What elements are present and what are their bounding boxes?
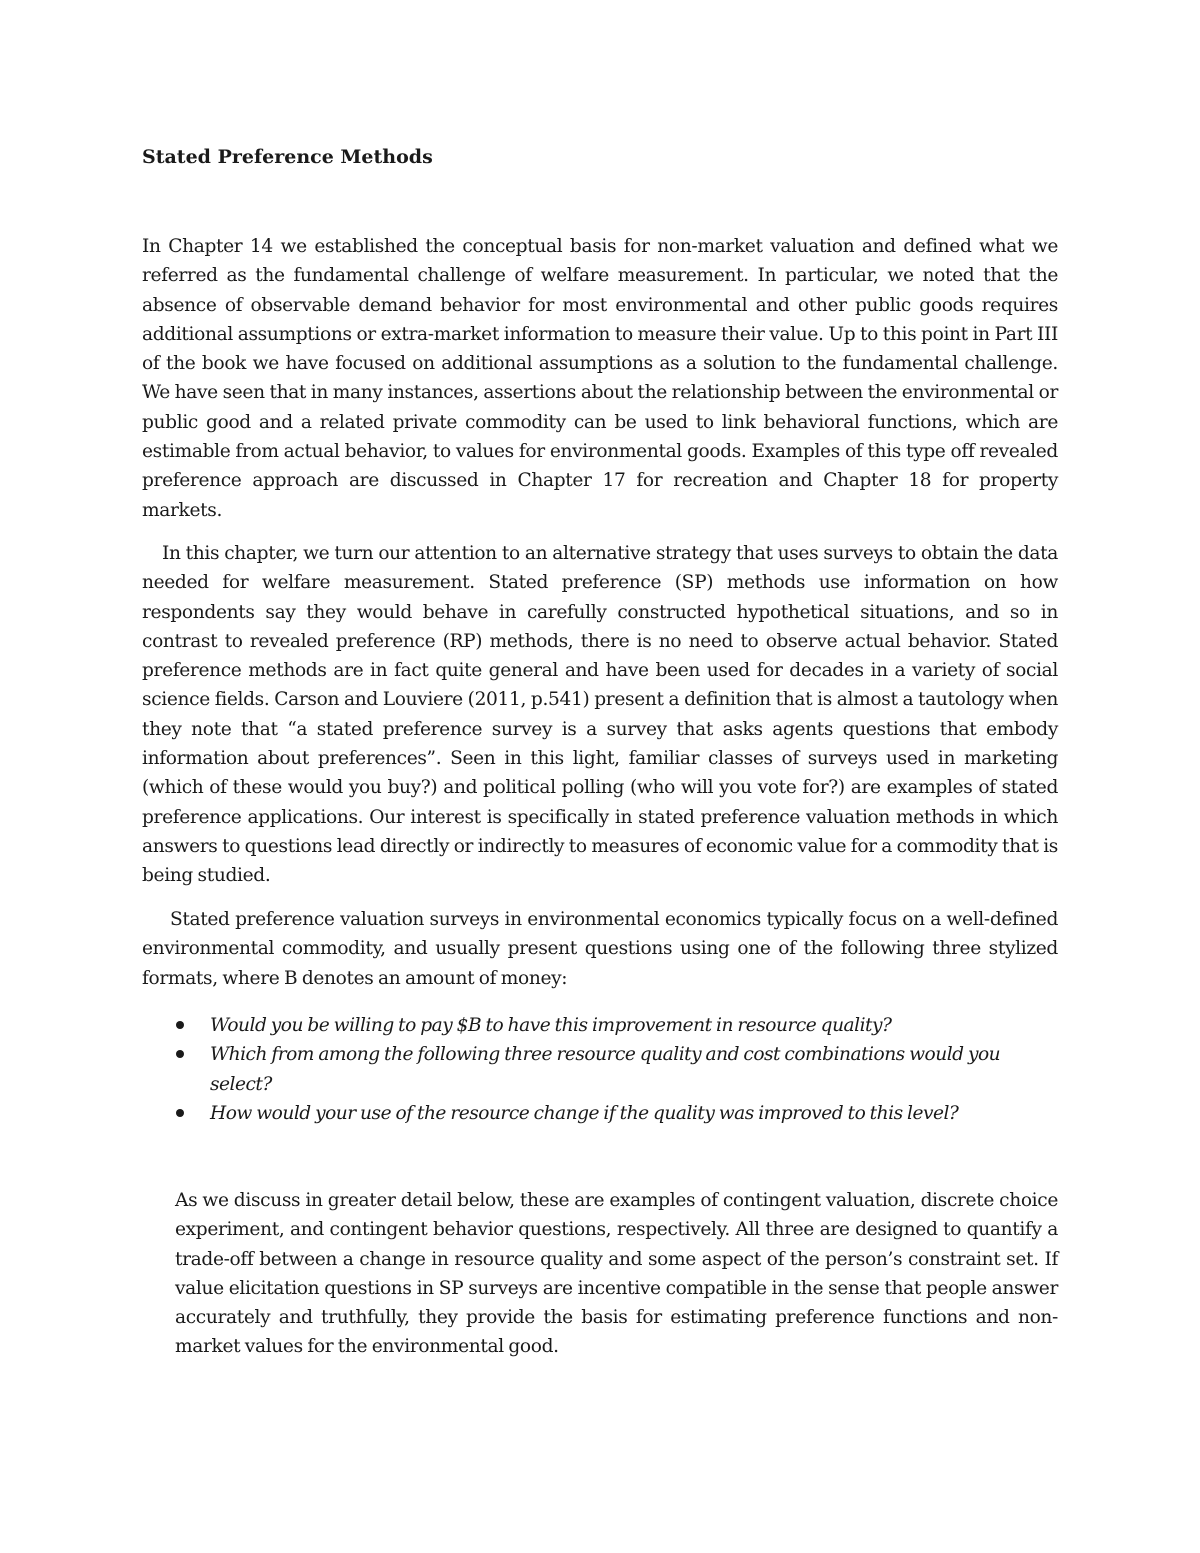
bullet-icon [176,1021,184,1029]
list-item [142,1099,1058,1128]
paragraph-1: In Chapter 14 we established the conceptual basis for non-market valuation and defined what we referred as the fundamental challenge of welfare measurement. In particular, we noted that the absence of observable demand behavior for most environmental and other public goods requires additional assumptions or extra-market information to measure their value. Up to this point in Part III of the book we have focused on additional assumptions as a solution to the fundamental challenge. We have seen that in many instances, assertions about the relationship between the environmental or public good and a related private commodity can be used to link behavioral functions, which are estimable from actual behavior, to values for environmental goods. Examples of this type off revealed preference approach are discussed in Chapter 17 for recreation and Chapter 18 for property markets. [142,236,1058,521]
bullet-icon [176,1109,184,1117]
bullet-text: Which from among the following three resource quality and cost combinations would you select? [210,1044,1001,1095]
list-item [142,1040,1058,1099]
document-title: Stated Preference Methods [142,146,433,168]
bullet-text: Would you be willing to pay $B to have this improvement in resource quality? [210,1015,892,1036]
bullet-icon [176,1050,184,1058]
paragraph-2: In this chapter, we turn our attention to an alternative strategy that uses surveys to obtain the data needed for welfare measurement. Stated preference (SP) methods use information on how respondents say they would behave in carefully constructed hypothetical situations, and so in contrast to revealed preference (RP) methods, there is no need to observe actual behavior. Stated preference methods are in fact quite general and have been used for decades in a variety of social science fields. Carson and Louviere (2011, p.541) present a definition that is almost a tautology when they note that “a stated preference survey is a survey that asks agents questions that embody information about preferences”. Seen in this light, familiar classes of surveys used in marketing (which of these would you buy?) and political polling (who will you vote for?) are examples of stated preference applications. Our interest is specifically in stated preference valuation methods in which answers to questions lead directly or indirectly to measures of economic value for a commodity that is being studied. [142,543,1058,887]
paragraph-4: As we discuss in greater detail below, these are examples of contingent valuation, discrete choice experiment, and contingent behavior questions, respectively. All three are designed to quantify a trade-off between a change in resource quality and some aspect of the person’s constraint set. If value elicitation questions in SP surveys are incentive compatible in the sense that people answer accurately and truthfully, they provide the basis for estimating preference functions and non-market values for the environmental good. [175,1190,1058,1358]
paragraph-3: Stated preference valuation surveys in environmental economics typically focus on a well-defined environmental commodity, and usually present questions using one of the following three stylized formats, where B denotes an amount of money: [142,909,1058,989]
bullet-text: How would your use of the resource change if the quality was improved to this level? [210,1102,959,1124]
question-format-list [142,1011,1058,1128]
list-item [142,1011,1058,1040]
